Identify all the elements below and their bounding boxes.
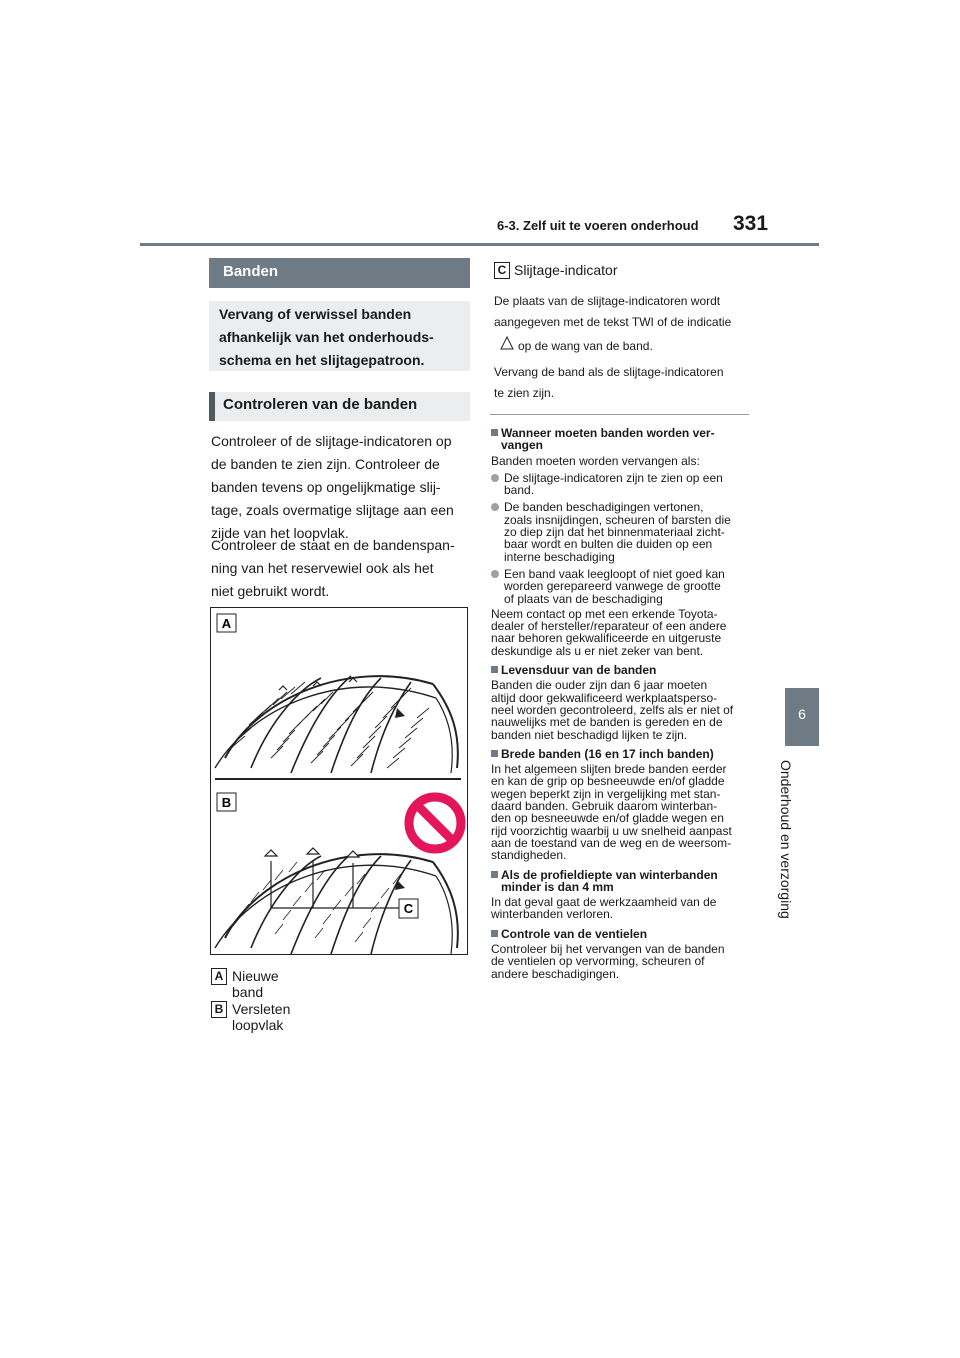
square-bullet-icon	[491, 750, 498, 757]
note-heading-line: Levensduur van de banden	[501, 663, 657, 678]
bullet-line: Een band vaak leegloopt of niet goed kan	[504, 566, 725, 581]
note-line: dealer of hersteller/reparateur of een andere	[491, 619, 727, 634]
bullet-line: De banden beschadigingen vertonen,	[504, 500, 704, 515]
bullet-line: baar wordt en bulten die duiden op een	[504, 537, 713, 552]
figure-label-c: C	[403, 901, 414, 916]
note-text	[491, 763, 753, 861]
note-line: aan de toestand van de weg en de weersom-	[491, 835, 732, 850]
note-heading	[491, 748, 753, 760]
round-bullet-icon	[491, 474, 499, 482]
page-number: 331	[733, 212, 769, 235]
note-text	[491, 455, 753, 467]
square-bullet-icon	[491, 666, 498, 673]
note-line: en kan de grip op besneeuwde en/of gladde	[491, 774, 725, 789]
note-heading-line: Als de profieldiepte van winterbanden	[501, 867, 718, 882]
note-heading-line: Controle van de ventielen	[501, 926, 648, 941]
note-line: standigheden.	[491, 848, 567, 863]
subsection-accent	[209, 392, 215, 421]
running-header: 6-3. Zelf uit te voeren onderhoud	[497, 218, 699, 233]
bullet-item	[491, 501, 753, 562]
chapter-label-text: Onderhoud en verzorging	[778, 760, 794, 919]
note-heading-line: Wanneer moeten banden worden ver-	[501, 426, 715, 440]
note-line: Neem contact op met een erkende Toyota-	[491, 606, 718, 621]
bullet-line: worden gerepareerd vanwege de grootte	[504, 579, 721, 594]
para-line: ning van het reservewiel ook als het	[211, 560, 434, 576]
note-line: nauwelijks met de banden is gereden en de	[491, 715, 723, 730]
worn-tire-drawing	[215, 848, 458, 954]
note-heading	[491, 869, 753, 894]
c-desc-tail: op de wang van de band.	[518, 339, 653, 353]
note-line: naar behoren gekwalificeerde en uitgeruste	[491, 631, 722, 646]
para-line: tage, zoals overmatige slijtage aan een	[211, 502, 454, 518]
caption-text: Versleten loopvlak	[232, 1001, 291, 1033]
note-line: In dat geval gaat de werkzaamheid van de	[491, 895, 717, 910]
note-heading-line: vangen	[501, 438, 544, 453]
lead-line: schema en het slijtagepatroon.	[219, 352, 425, 368]
bullet-line: of plaats van de beschadiging	[504, 591, 663, 606]
header-divider	[140, 243, 819, 246]
body-paragraph	[211, 430, 473, 545]
note-line: neel worden gecontroleerd, zelfs als er niet of	[491, 702, 734, 717]
prohibition-icon	[409, 797, 461, 849]
round-bullet-icon	[491, 570, 499, 578]
c-desc-line: te zien zijn.	[494, 386, 555, 400]
round-bullet-icon	[491, 503, 499, 511]
note-line: Controleer bij het vervangen van de banden	[491, 941, 725, 956]
note-line: Banden die ouder zijn dan 6 jaar moeten	[491, 678, 708, 693]
note-line: andere beschadigingen.	[491, 966, 620, 981]
notes-divider	[490, 414, 749, 415]
bullet-line: band.	[504, 483, 535, 498]
bullet-line: De slijtage-indicatoren zijn te zien op een	[504, 470, 723, 485]
chapter-number: 6	[798, 706, 806, 722]
triangle-indicator-icon	[500, 336, 514, 350]
note-text	[491, 679, 753, 740]
note-line: den op besneeuwde en/of gladde wegen en	[491, 811, 724, 826]
para-line: zijde van het loopvlak.	[211, 525, 349, 541]
tire-illustration	[211, 608, 467, 954]
note-line: banden niet beschadigd lijken te zijn.	[491, 727, 688, 742]
c-title: Slijtage-indicator	[514, 262, 618, 278]
note-heading	[491, 664, 753, 676]
square-bullet-icon	[491, 429, 498, 436]
note-line: altijd door gekwalificeerd werkplaatsperso-	[491, 690, 718, 705]
note-heading-line: minder is dan 4 mm	[501, 879, 614, 894]
bullet-line: interne beschadiging	[504, 549, 615, 564]
c-desc-line: aangegeven met de tekst TWI of de indicatie	[494, 315, 732, 329]
note-line: deskundige als u er niet zeker van bent.	[491, 643, 704, 658]
note-line: winterbanden verloren.	[491, 907, 614, 922]
note-line: de ventielen op vervorming, scheuren of	[491, 954, 705, 969]
note-line: wegen beperkt zijn in vergelijking met stan-	[491, 786, 721, 801]
bullet-item	[491, 568, 753, 605]
notes-section	[491, 420, 753, 980]
note-heading	[491, 427, 753, 452]
para-line: Controleer de staat en de bandenspan-	[211, 537, 455, 553]
c-description	[494, 291, 754, 333]
bullet-item	[491, 472, 753, 497]
chapter-label	[778, 760, 822, 1010]
section-title: Banden	[223, 263, 279, 280]
para-line: Controleer of de slijtage-indicatoren op	[211, 433, 452, 449]
subsection-title: Controleren van de banden	[223, 396, 418, 413]
lead-line: Vervang of verwissel banden	[219, 306, 412, 322]
body-paragraph	[211, 534, 473, 603]
lead-text	[219, 303, 464, 372]
caption-key: A	[211, 968, 227, 985]
caption-text: Nieuwe band	[232, 968, 279, 1000]
c-desc-line: Vervang de band als de slijtage-indicatoren	[494, 365, 724, 379]
para-line: de banden te zien zijn. Controleer de	[211, 456, 440, 472]
square-bullet-icon	[491, 930, 498, 937]
note-heading-line: Brede banden (16 en 17 inch banden)	[501, 746, 714, 761]
c-description-2	[494, 362, 754, 404]
caption-key: B	[211, 1001, 227, 1018]
figure-label-a: A	[221, 616, 232, 631]
new-tire-drawing	[215, 668, 458, 773]
note-text	[491, 943, 753, 980]
bullet-line: zo diep zijn dat het binnenmateriaal zicht-	[504, 525, 725, 540]
bullet-line: zoals insnijdingen, scheuren of barsten die	[504, 512, 731, 527]
note-text	[491, 896, 753, 921]
c-desc-line: De plaats van de slijtage-indicatoren wordt	[494, 294, 721, 308]
c-key-box: C	[494, 262, 510, 279]
note-line: In het algemeen slijten brede banden eerder	[491, 762, 727, 777]
figure-label-b: B	[221, 795, 232, 810]
note-line: rijd voorzichtig waarbij u uw snelheid aanpast	[491, 823, 732, 838]
note-heading	[491, 928, 753, 940]
para-line: niet gebruikt wordt.	[211, 583, 330, 599]
lead-line: afhankelijk van het onderhouds-	[219, 329, 434, 345]
note-text	[491, 608, 753, 657]
square-bullet-icon	[491, 871, 498, 878]
note-line: Banden moeten worden vervangen als:	[491, 453, 700, 468]
note-line: daard banden. Gebruik daarom winterban-	[491, 799, 718, 814]
para-line: banden tevens op ongelijkmatige slij-	[211, 479, 441, 495]
